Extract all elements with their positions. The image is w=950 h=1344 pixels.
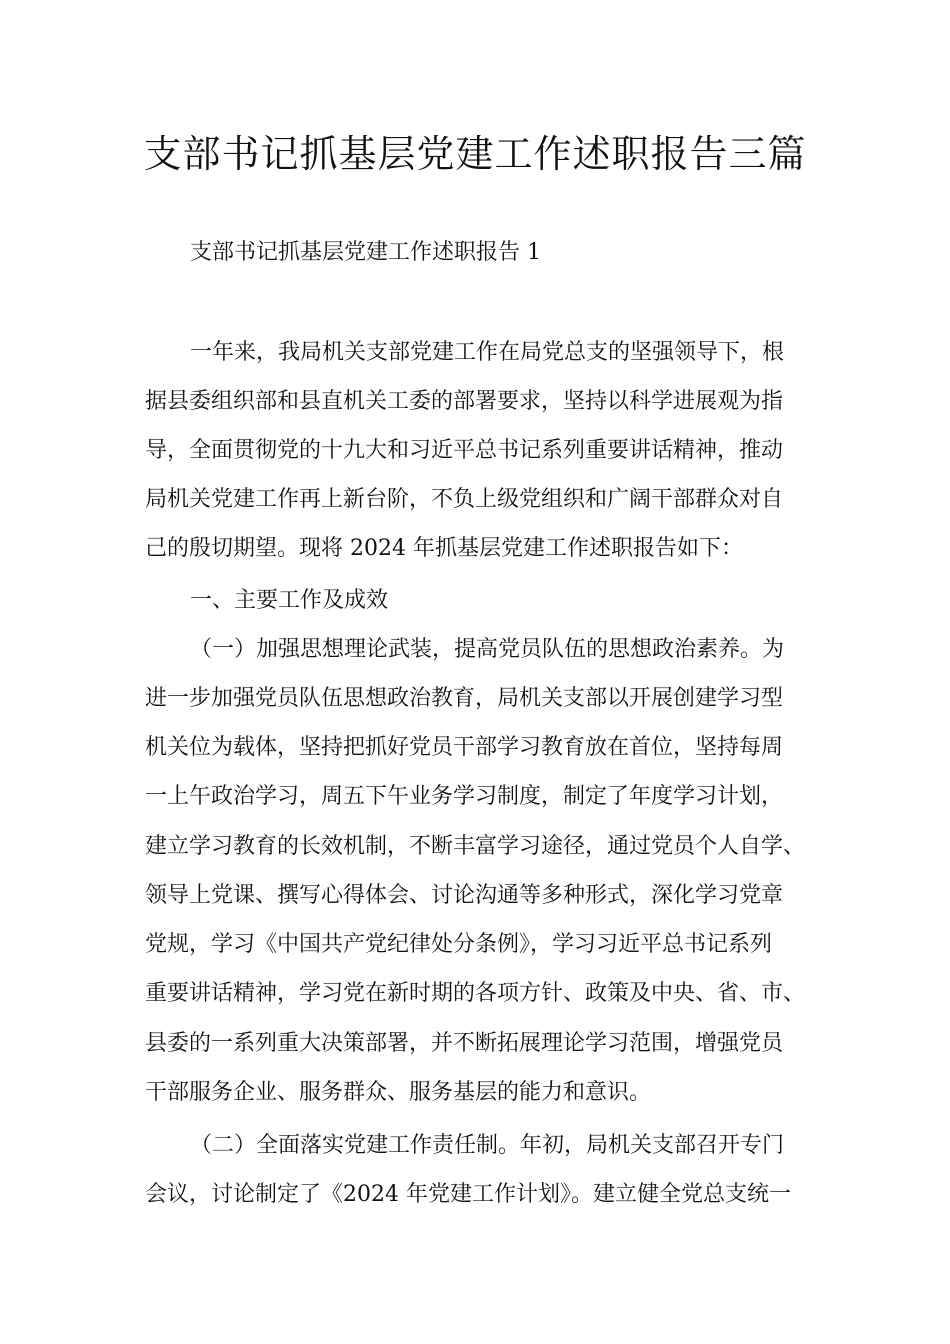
- paragraph-line: 建立学习教育的长效机制，不断丰富学习途径，通过党员个人自学、: [145, 834, 806, 859]
- paragraph-line: 据县委组织部和县直机关工委的部署要求，坚持以科学进展观为指: [145, 389, 784, 414]
- paragraph-line: （一）加强思想理论武装，提高党员队伍的思想政治素养。为: [190, 637, 785, 662]
- paragraph-line: 己的殷切期望。现将 2024 年抓基层党建工作述职报告如下：: [145, 536, 743, 561]
- paragraph-line: 一年来，我局机关支部党建工作在局党总支的坚强领导下，根: [190, 340, 785, 365]
- paragraph-line: 进一步加强党员队伍思想政治教育，局机关支部以开展创建学习型: [145, 686, 784, 711]
- paragraph-line: 重要讲话精神，学习党在新时期的各项方针、政策及中央、省、市、: [145, 981, 806, 1006]
- document-title: 支部书记抓基层党建工作述职报告三篇: [143, 132, 807, 176]
- section-heading: 一、主要工作及成效: [190, 588, 389, 613]
- document-subtitle: 支部书记抓基层党建工作述职报告 1: [190, 240, 541, 265]
- paragraph-line: 局机关党建工作再上新台阶，不负上级党组织和广阔干部群众对自: [145, 487, 784, 512]
- paragraph-line: （二）全面落实党建工作责任制。年初，局机关支部召开专门: [190, 1133, 785, 1158]
- paragraph-line: 县委的一系列重大决策部署，并不断拓展理论学习范围，增强党员: [145, 1031, 784, 1056]
- paragraph-line: 干部服务企业、服务群众、服务基层的能力和意识。: [145, 1080, 652, 1105]
- paragraph-line: 领导上党课、撰写心得体会、讨论沟通等多种形式，深化学习党章: [145, 883, 784, 908]
- paragraph-line: 导，全面贯彻党的十九大和习近平总书记系列重要讲话精神，推动: [145, 438, 784, 463]
- paragraph-line: 党规，学习《中国共产党纪律处分条例》，学习习近平总书记系列: [145, 932, 773, 957]
- paragraph-line: 会议，讨论制定了《2024 年党建工作计划》。建立健全党总支统一: [145, 1182, 791, 1207]
- paragraph-line: 一上午政治学习，周五下午业务学习制度，制定了年度学习计划，: [145, 784, 784, 809]
- paragraph-line: 机关位为载体，坚持把抓好党员干部学习教育放在首位，坚持每周: [145, 735, 784, 760]
